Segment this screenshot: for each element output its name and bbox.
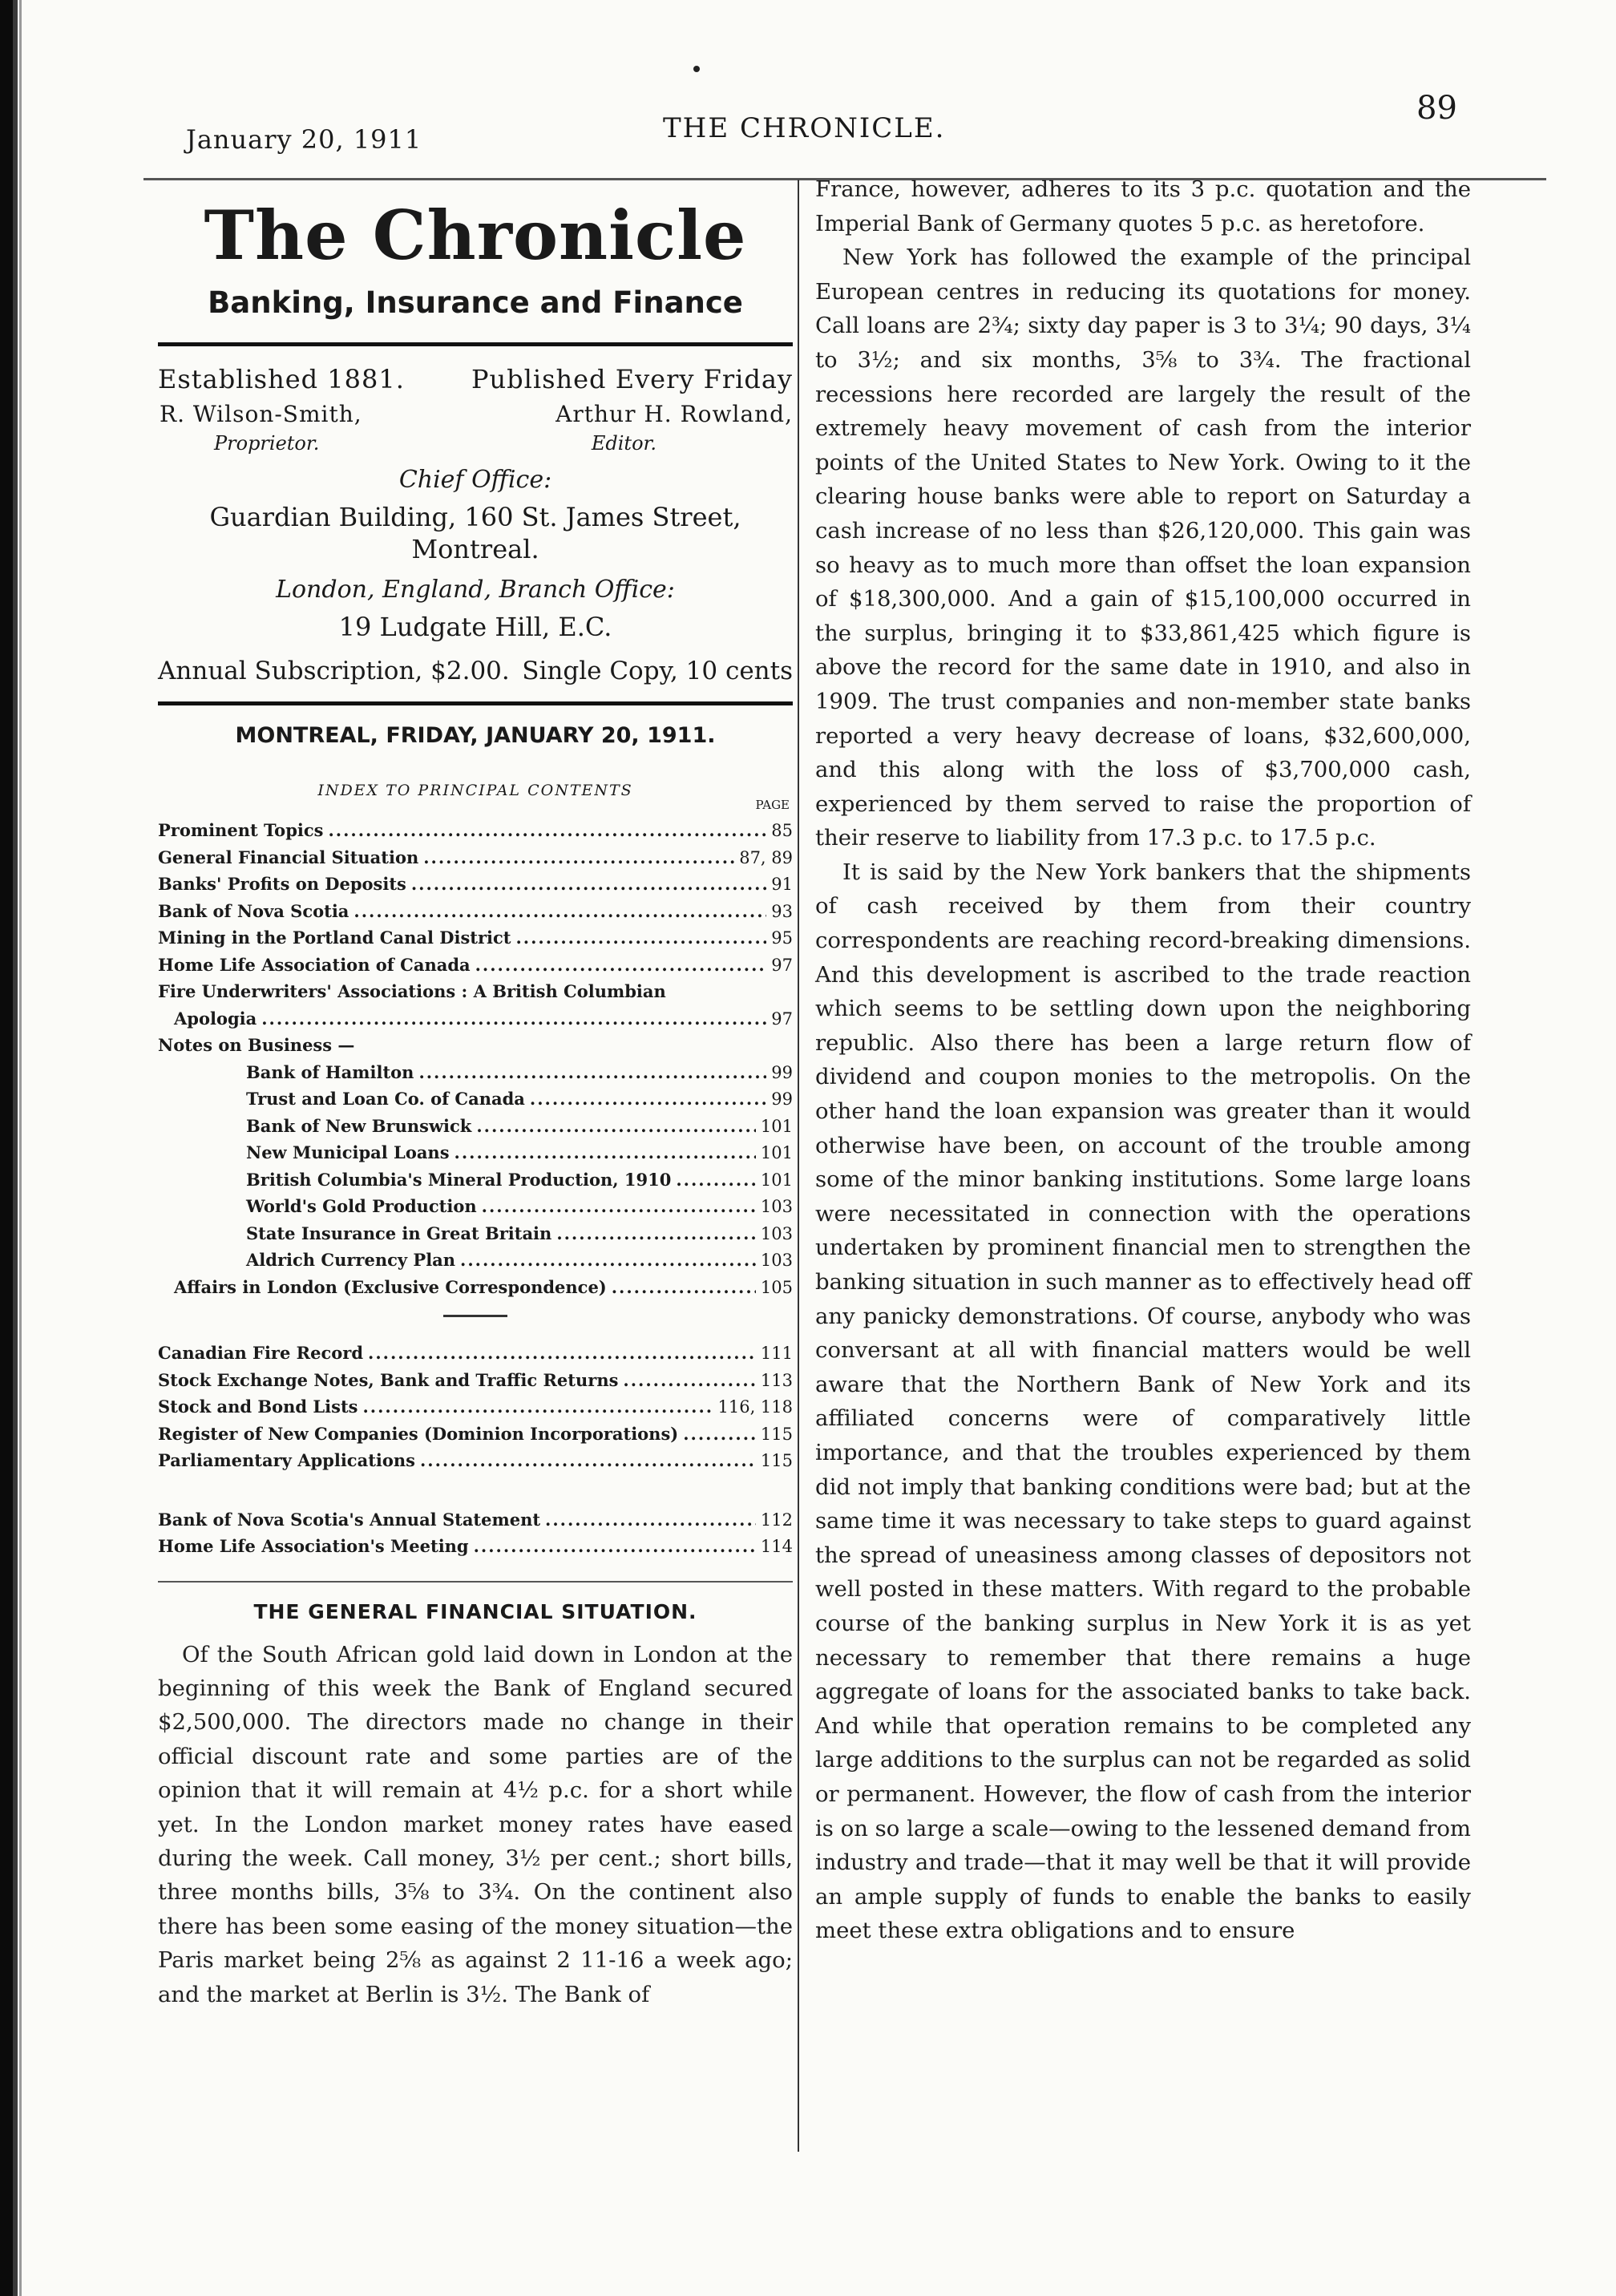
editor-label: Editor. (591, 432, 656, 455)
chief-office-label: Chief Office: (398, 466, 552, 494)
staff-roles (158, 432, 793, 455)
article-rule (158, 1581, 793, 1583)
index-entry: Fire Underwriters' Associations : A British Columbian (158, 981, 666, 1001)
index-entry: Banks' Profits on Deposits ..... 91 (158, 871, 793, 898)
index-entry: Bank of Nova Scotia's Annual Statement ..... 112 (158, 1506, 793, 1534)
publication-info (158, 364, 793, 394)
running-header-date: January 20, 1911 (186, 124, 422, 155)
left-column (158, 192, 793, 2011)
chief-office-address: Guardian Building, 160 St. James Street, (209, 502, 741, 532)
index-gap (158, 1474, 793, 1502)
proprietor-label: Proprietor. (214, 432, 320, 455)
index-entry: Stock Exchange Notes, Bank and Traffic Returns ..... 113 (158, 1367, 793, 1394)
index-entry: Bank of Hamilton ..... 99 (158, 1059, 793, 1086)
chief-office-city: Montreal. (411, 534, 539, 564)
editor-name: Arthur H. Rowland, (556, 401, 793, 427)
published-line: Published Every Friday (471, 364, 793, 394)
established-line: Established 1881. (158, 364, 405, 394)
binding-shadow (13, 0, 18, 2296)
proprietor-name: R. Wilson-Smith, (160, 401, 362, 427)
index-list-3 (158, 1506, 793, 1560)
subscription-line (158, 657, 793, 685)
ink-speck (693, 66, 700, 72)
index-entry: Mining in the Portland Canal District ..... 95 (158, 924, 793, 952)
index-entry: Apologia ..... 97 (158, 1005, 793, 1033)
right-column (815, 172, 1471, 1948)
index-list (158, 817, 793, 1300)
binding-edge (0, 0, 13, 2296)
dateline-rule (158, 701, 793, 705)
index-entry: British Columbia's Mineral Production, 1910 ..... 101 (158, 1166, 793, 1194)
index-entry: Parliamentary Applications ..... 115 (158, 1447, 793, 1474)
index-entry: Affairs in London (Exclusive Correspondence) ..... 105 (158, 1274, 793, 1301)
index-entry: General Financial Situation ..... 87, 89 (158, 844, 793, 871)
masthead-rule (158, 342, 793, 346)
article-paragraph: New York has followed the example of the principal European centres in reducing its quotations for money. Call loans are 2¾; sixty day paper is 3 to 3¼; 90 days, 3¼ to 3½; and six months, 3⅝ to 3¾. The fractional recessions here recorded are largely the result of the extremely heavy movement of cash from the interior points of the United States to New York. Owing to it the clearing house banks were able to report on Saturday a cash increase of no less than $26,120,000. This gain was so heavy as to much more than offset the loan expansion of $18,300,000. And a gain of $15,100,000 occurred in the surplus, bringing it to $33,861,425 which figure is above the record for the same date in 1910, and also in 1909. The trust companies and non-member state banks reported a very heavy decrease of loans, $32,600,000, and this along with the loss of $3,700,000 cash, experienced by them served to raise the proportion of their reserve to liability from 17.3 p.c. to 17.5 p.c. (815, 245, 1471, 851)
running-header-title: THE CHRONICLE. (663, 112, 946, 144)
index-entry: World's Gold Production ..... 103 (158, 1193, 793, 1220)
masthead-title: The Chronicle (204, 196, 747, 275)
article-paragraph: It is said by the New York bankers that the shipments of cash received by them from their country correspondents are reaching record-breaking dimensions. And this development is ascribed to the trade reaction which seems to be settling down upon the neighboring republic. Also there has been a large return flow of dividend and coupon monies to the metropolis. On the other hand the loan expansion was greater than it would otherwise have been, on account of the trouble among some of the minor banking institutions. Some large loans were necessitated in connection with the operations undertaken by prominent financial men to strengthen the banking situation in such manner as to effectively head off any panicky demonstrations. Of course, anybody who was conversant at all with financial matters would be well aware that the Northern Bank of New York and its affiliated concerns were of comparatively little importance, and that the troubles experienced by them did not imply that banking conditions were bad; but at the same time it was necessary to take steps to guard against the spread of uneasiness among classes of depositors not well posted in these matters. With regard to the probable course of the banking surplus in New York it is as yet necessary to remember that there remains a huge aggregate of loans for the associated banks to take back. And while that operation remains to be completed any large additions to the surplus can not be regarded as solid or permanent. However, the flow of cash from the interior is on so large a scale—owing to the lessened demand from industry and trade—that it may well be that it will provide an ample supply of funds to enable the banks to easily meet these extra obligations and to ensure (815, 859, 1471, 1944)
article-title: THE GENERAL FINANCIAL SITUATION. (253, 1599, 697, 1623)
index-entry: State Insurance in Great Britain ..... 103 (158, 1220, 793, 1247)
newspaper-page (19, 0, 1616, 2296)
index-entry: Home Life Association's Meeting ..... 114 (158, 1533, 793, 1560)
single-copy-price: Single Copy, 10 cents (522, 657, 793, 685)
index-heading: INDEX TO PRINCIPAL CONTENTS (317, 782, 633, 799)
index-entry: Stock and Bond Lists ..... 116, 118 (158, 1393, 793, 1421)
index-divider (443, 1315, 507, 1317)
index-entry: Home Life Association of Canada ..... 97 (158, 952, 793, 979)
index-entry: Notes on Business — (158, 1035, 355, 1055)
branch-office-address: 19 Ludgate Hill, E.C. (338, 612, 612, 642)
index-entry: Canadian Fire Record ..... 111 (158, 1340, 793, 1367)
article-paragraph: France, however, adheres to its 3 p.c. quotation and the Imperial Bank of Germany quotes 5 p.c. as heretofore. (815, 176, 1471, 236)
annual-subscription: Annual Subscription, $2.00. (158, 657, 510, 685)
staff-names (158, 401, 793, 427)
masthead-subtitle: Banking, Insurance and Finance (208, 285, 743, 320)
index-entry: Prominent Topics ..... 85 (158, 817, 793, 844)
index-entry: Bank of Nova Scotia ..... 93 (158, 898, 793, 925)
index-page-label: PAGE (755, 798, 790, 812)
article-paragraph: Of the South African gold laid down in London at the beginning of this week the Bank of England secured $2,500,000. The directors made no change in their official discount rate and some parties are of the opinion that it will remain at 4½ p.c. for a short while yet. In the London market money rates have eased during the week. Call money, 3½ per cent.; short bills, three months bills, 3⅝ to 3¾. On the continent also there has been some easing of the money situation—the Paris market being 2⅝ as against 2 11-16 a week ago; and the market at Berlin is 3½. The Bank of (158, 1641, 793, 2007)
index-entry: Register of New Companies (Dominion Incorporations) ..... 115 (158, 1421, 793, 1448)
index-list-2 (158, 1340, 793, 1474)
index-entry: Trust and Loan Co. of Canada ..... 99 (158, 1085, 793, 1113)
index-entry: New Municipal Loans ..... 101 (158, 1139, 793, 1166)
column-divider (798, 180, 799, 2152)
branch-office-label: London, England, Branch Office: (276, 576, 675, 604)
index-entry: Bank of New Brunswick ..... 101 (158, 1113, 793, 1140)
issue-dateline: MONTREAL, FRIDAY, JANUARY 20, 1911. (235, 723, 716, 748)
index-entry: Aldrich Currency Plan ..... 103 (158, 1247, 793, 1274)
page-number: 89 (1416, 90, 1457, 127)
